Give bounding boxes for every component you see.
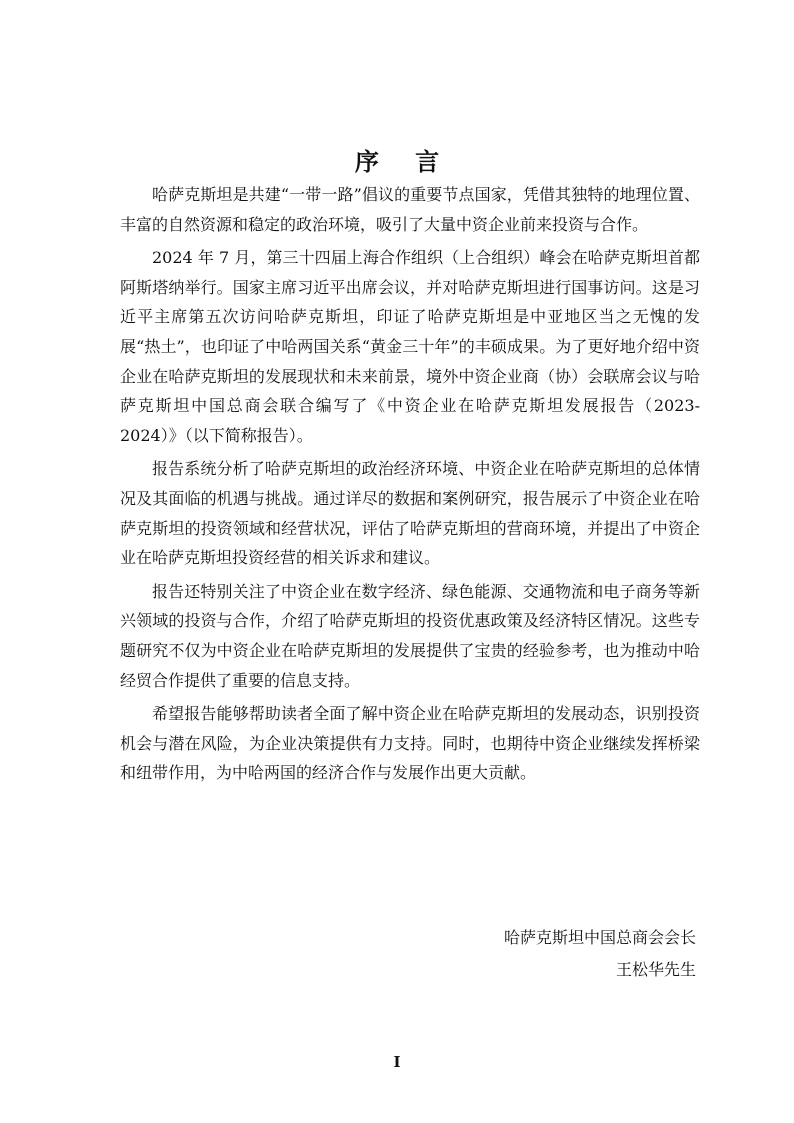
paragraph-5: 希望报告能够帮助读者全面了解中资企业在哈萨克斯坦的发展动态，识别投资机会与潜在风险，为企业决策提供有力支持。同时，也期待中资企业继续发挥桥梁和纽带作用，为中哈两国的经济合作与发展作出更大贡献。 (120, 704, 700, 783)
page-number: I (393, 1053, 401, 1071)
page-title: 序 言 (354, 148, 454, 176)
paragraph-3: 报告系统分析了哈萨克斯坦的政治经济环境、中资企业在哈萨克斯坦的总体情况及其面临的机遇与挑战。通过详尽的数据和案例研究，报告展示了中资企业在哈萨克斯坦的投资领域和经营状况，评估了哈萨克斯坦的营商环境，并提出了中资企业在哈萨克斯坦投资经营的相关诉求和建议。 (120, 459, 700, 568)
signature-organization: 哈萨克斯坦中国总商会会长 (503, 928, 696, 947)
preface-body (120, 180, 700, 792)
signature-name: 王松华先生 (615, 960, 696, 979)
paragraph-1: 哈萨克斯坦是共建“一带一路”倡议的重要节点国家，凭借其独特的地理位置、丰富的自然资源和稳定的政治环境，吸引了大量中资企业前来投资与合作。 (120, 185, 700, 234)
paragraph-4: 报告还特别关注了中资企业在数字经济、绿色能源、交通物流和电子商务等新兴领域的投资与合作，介绍了哈萨克斯坦的投资优惠政策及经济特区情况。这些专题研究不仅为中资企业在哈萨克斯坦的发展提供了宝贵的经验参考，也为推动中哈经贸合作提供了重要的信息支持。 (120, 581, 700, 690)
paragraph-2: 2024 年 7 月，第三十四届上海合作组织（上合组织）峰会在哈萨克斯坦首都阿斯塔纳举行。国家主席习近平出席会议，并对哈萨克斯坦进行国事访问。这是习近平主席第五次访问哈萨克斯坦，印证了哈萨克斯坦是中亚地区当之无愧的发展“热土”，也印证了中哈两国关系“黄金三十年”的丰硕成果。为了更好地介绍中资企业在哈萨克斯坦的发展现状和未来前景，境外中资企业商（协）会联席会议与哈萨克斯坦中国总商会联合编写了《中资企业在哈萨克斯坦发展报告（2023-2024）》（以下简称报告）。 (120, 248, 700, 445)
